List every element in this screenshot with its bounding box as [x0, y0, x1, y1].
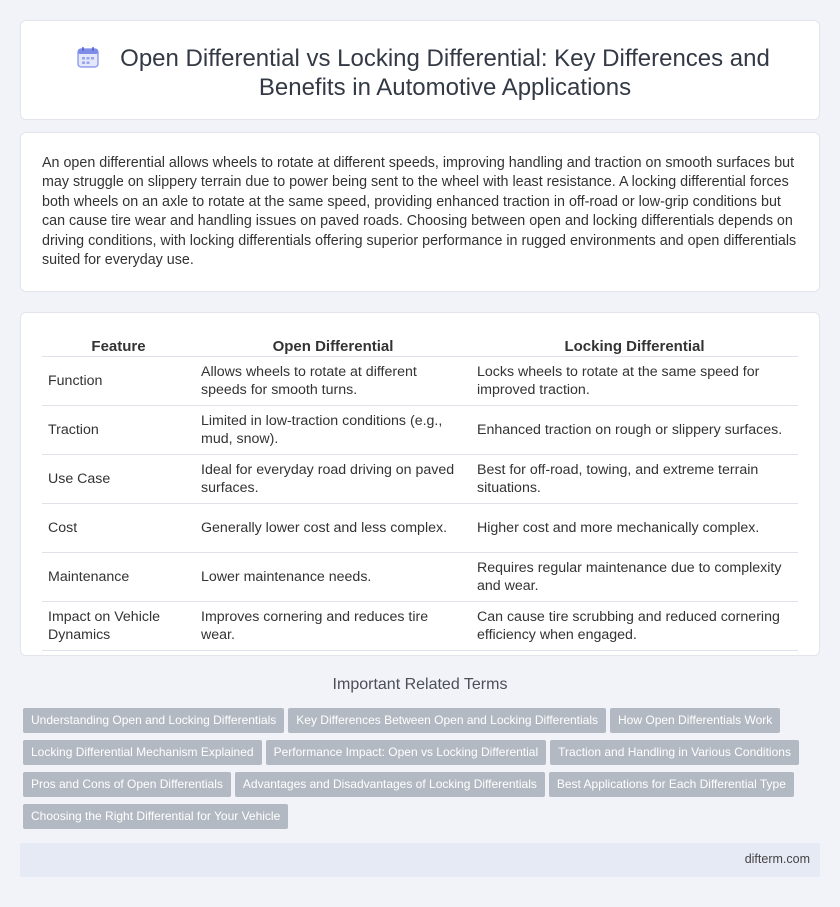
intro-paragraph: An open differential allows wheels to rotate at different speeds, improving handling and traction on smooth surfaces but may struggle on slippery terrain due to power being sent to the wheel with least resistance. A locking differential forces both wheels on an axle to rotate at the same speed, providing enhanced traction in off-road or low-grip conditions but can cause tire wear and handling issues on paved roads. Choosing between open and locking differentials depends on driving conditions, with locking differentials offering superior performance in rugged environments and open differentials suited for everyday use.	[42, 155, 797, 269]
open-cell: Ideal for everyday road driving on paved surfaces.	[195, 455, 471, 504]
related-term-tag[interactable]: Advantages and Disadvantages of Locking Differentials	[235, 772, 545, 797]
related-term-tag[interactable]: Locking Differential Mechanism Explained	[23, 740, 262, 765]
related-terms-list	[23, 708, 823, 836]
feature-cell: Use Case	[42, 455, 195, 504]
open-cell: Generally lower cost and less complex.	[195, 504, 471, 553]
comparison-card	[20, 312, 820, 656]
related-term-tag[interactable]: Key Differences Between Open and Locking Differentials	[288, 708, 606, 733]
locking-cell: Enhanced traction on rough or slippery surfaces.	[471, 406, 798, 455]
table-row	[42, 504, 798, 553]
locking-cell: Can cause tire scrubbing and reduced cornering efficiency when engaged.	[471, 602, 798, 651]
feature-cell: Maintenance	[42, 553, 195, 602]
locking-cell: Best for off-road, towing, and extreme terrain situations.	[471, 455, 798, 504]
title-card	[20, 20, 820, 120]
locking-cell: Locks wheels to rotate at the same speed for improved traction.	[471, 357, 798, 406]
page-title: Open Differential vs Locking Differential: Key Differences and Benefits in Automotive Applications	[120, 45, 770, 101]
footer	[20, 843, 820, 877]
table-row	[42, 602, 798, 651]
related-term-tag[interactable]: Choosing the Right Differential for Your Vehicle	[23, 804, 288, 829]
header-feature: Feature	[42, 336, 195, 357]
open-cell: Lower maintenance needs.	[195, 553, 471, 602]
table-row	[42, 406, 798, 455]
related-term-tag[interactable]: Understanding Open and Locking Differentials	[23, 708, 284, 733]
feature-cell: Impact on Vehicle Dynamics	[42, 602, 195, 651]
related-term-tag[interactable]: Best Applications for Each Differential Type	[549, 772, 794, 797]
related-term-tag[interactable]: Performance Impact: Open vs Locking Differential	[266, 740, 547, 765]
open-cell: Limited in low-traction conditions (e.g., mud, snow).	[195, 406, 471, 455]
related-term-tag[interactable]: Traction and Handling in Various Conditions	[550, 740, 799, 765]
table-row	[42, 357, 798, 406]
open-cell: Improves cornering and reduces tire wear.	[195, 602, 471, 651]
related-term-tag[interactable]: How Open Differentials Work	[610, 708, 780, 733]
related-terms-heading: Important Related Terms	[332, 676, 508, 693]
open-cell: Allows wheels to rotate at different speeds for smooth turns.	[195, 357, 471, 406]
footer-site-link[interactable]: difterm.com	[744, 852, 810, 866]
comparison-table	[42, 336, 798, 651]
table-row	[42, 455, 798, 504]
feature-cell: Cost	[42, 504, 195, 553]
table-row	[42, 553, 798, 602]
locking-cell: Higher cost and more mechanically complex.	[471, 504, 798, 553]
feature-cell: Function	[42, 357, 195, 406]
related-term-tag[interactable]: Pros and Cons of Open Differentials	[23, 772, 231, 797]
feature-cell: Traction	[42, 406, 195, 455]
table-header-row	[42, 336, 798, 357]
locking-cell: Requires regular maintenance due to complexity and wear.	[471, 553, 798, 602]
header-open-differential: Open Differential	[195, 336, 471, 357]
intro-card	[20, 132, 820, 292]
header-locking-differential: Locking Differential	[471, 336, 798, 357]
